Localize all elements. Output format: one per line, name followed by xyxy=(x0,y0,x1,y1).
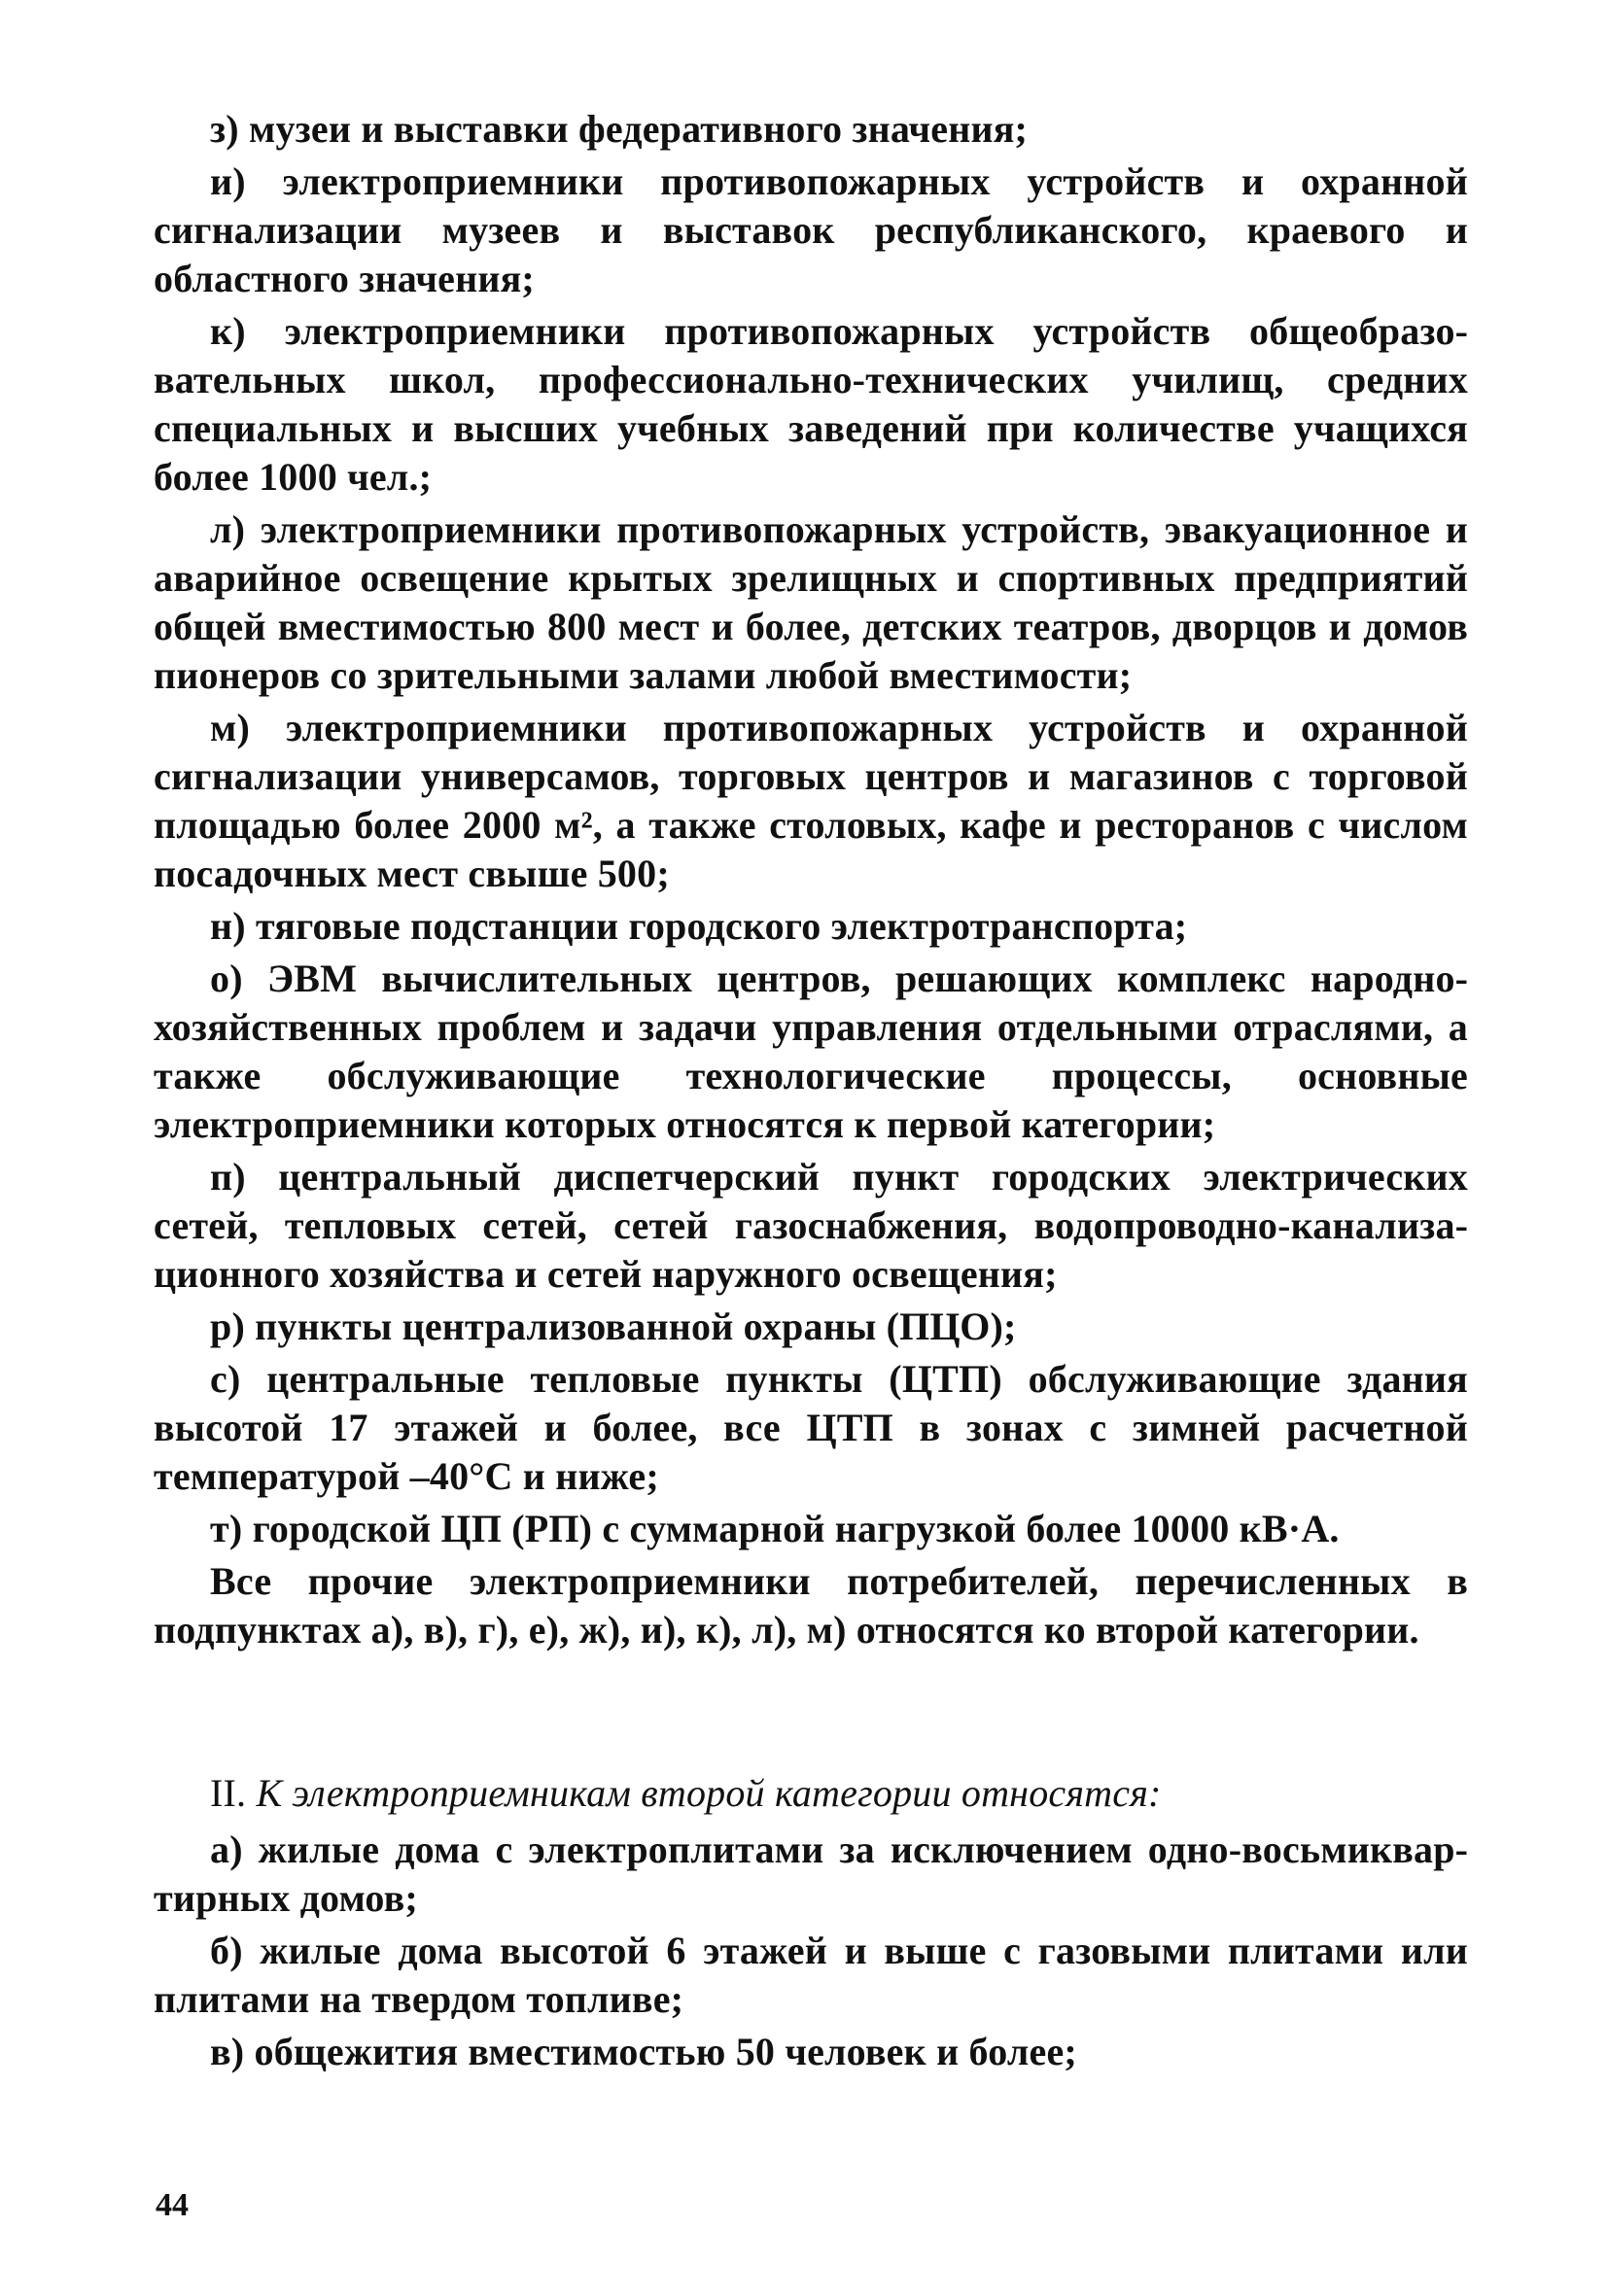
page-number: 44 xyxy=(156,2187,189,2223)
paragraph-m: м) электроприемники противопожарных устройств и охранной сигнализации универсамов, торговых центров и магазинов с торговой площадью более 2000 м², а также столовых, кафе и ресторанов с числом посадочных мест свыше 500; xyxy=(154,706,1468,895)
section-number: II. xyxy=(210,1771,247,1815)
paragraph-a: а) жилые дома с электроплитами за исключением одно-восьмиквартирных домов; xyxy=(154,1827,1468,1920)
paragraph-n: н) тяговые подстанции городского электротранспорта; xyxy=(210,904,1188,948)
paragraph-k: к) электроприемники противопожарных устройств общеобразовательных школ, профессионально-технических училищ, средних специальных и высших учебных заведений при количестве учащихся более 1000 чел.; xyxy=(154,309,1468,499)
paragraph-v: в) общежития вместимостью 50 человек и более; xyxy=(210,2030,1077,2073)
section-heading xyxy=(154,1769,1468,1818)
paragraph-summary: Все прочие электроприемники потребителей, перечисленных в подпунктах а), в), г), е), ж), и), к), л), м) относятся ко второй категории. xyxy=(154,1559,1468,1652)
paragraph-l: л) электроприемники противопожарных устройств, эвакуационное и аварийное освещение крытых зрелищных и спортивных предприятий общей вместимостью 800 мест и более, детских театров, дворцов и домов пионеров со зрительными залами любой вместимости; xyxy=(154,507,1468,697)
paragraph-b: б) жилые дома высотой 6 этажей и выше с газовыми плитами или плитами на твердом топливе; xyxy=(154,1929,1468,2021)
paragraph-s: с) центральные тепловые пункты (ЦТП) обслуживающие здания высотой 17 этажей и более, все ЦТП в зонах с зимней расчетной температурой –40°С и ниже; xyxy=(154,1357,1468,1498)
section-title: К электроприемникам второй категории относятся: xyxy=(256,1771,1162,1815)
paragraph-o: о) ЭВМ вычислительных центров, решающих комплекс народнохозяйственных проблем и задачи управления отдельными отраслями, а также обслуживающие технологические процессы, основные электроприемники которых относятся к первой категории; xyxy=(154,957,1468,1146)
paragraph-r: р) пункты централизованной охраны (ПЦО); xyxy=(210,1305,1017,1348)
paragraph-p: п) центральный диспетчерский пункт городских электрических сетей, тепловых сетей, сетей газоснабжения, водопроводно-канализационного хозяйства и сетей наружного освещения; xyxy=(154,1155,1468,1296)
paragraph-z: з) музеи и выставки федеративного значения; xyxy=(210,107,1029,151)
paragraph-i: и) электроприемники противопожарных устройств и охранной сигнализации музеев и выставок республиканского, краевого и областного значения; xyxy=(154,159,1468,300)
document-page xyxy=(154,105,1468,2076)
paragraph-t: т) городской ЦП (РП) с суммарной нагрузкой более 10000 кВ·А. xyxy=(210,1507,1340,1550)
